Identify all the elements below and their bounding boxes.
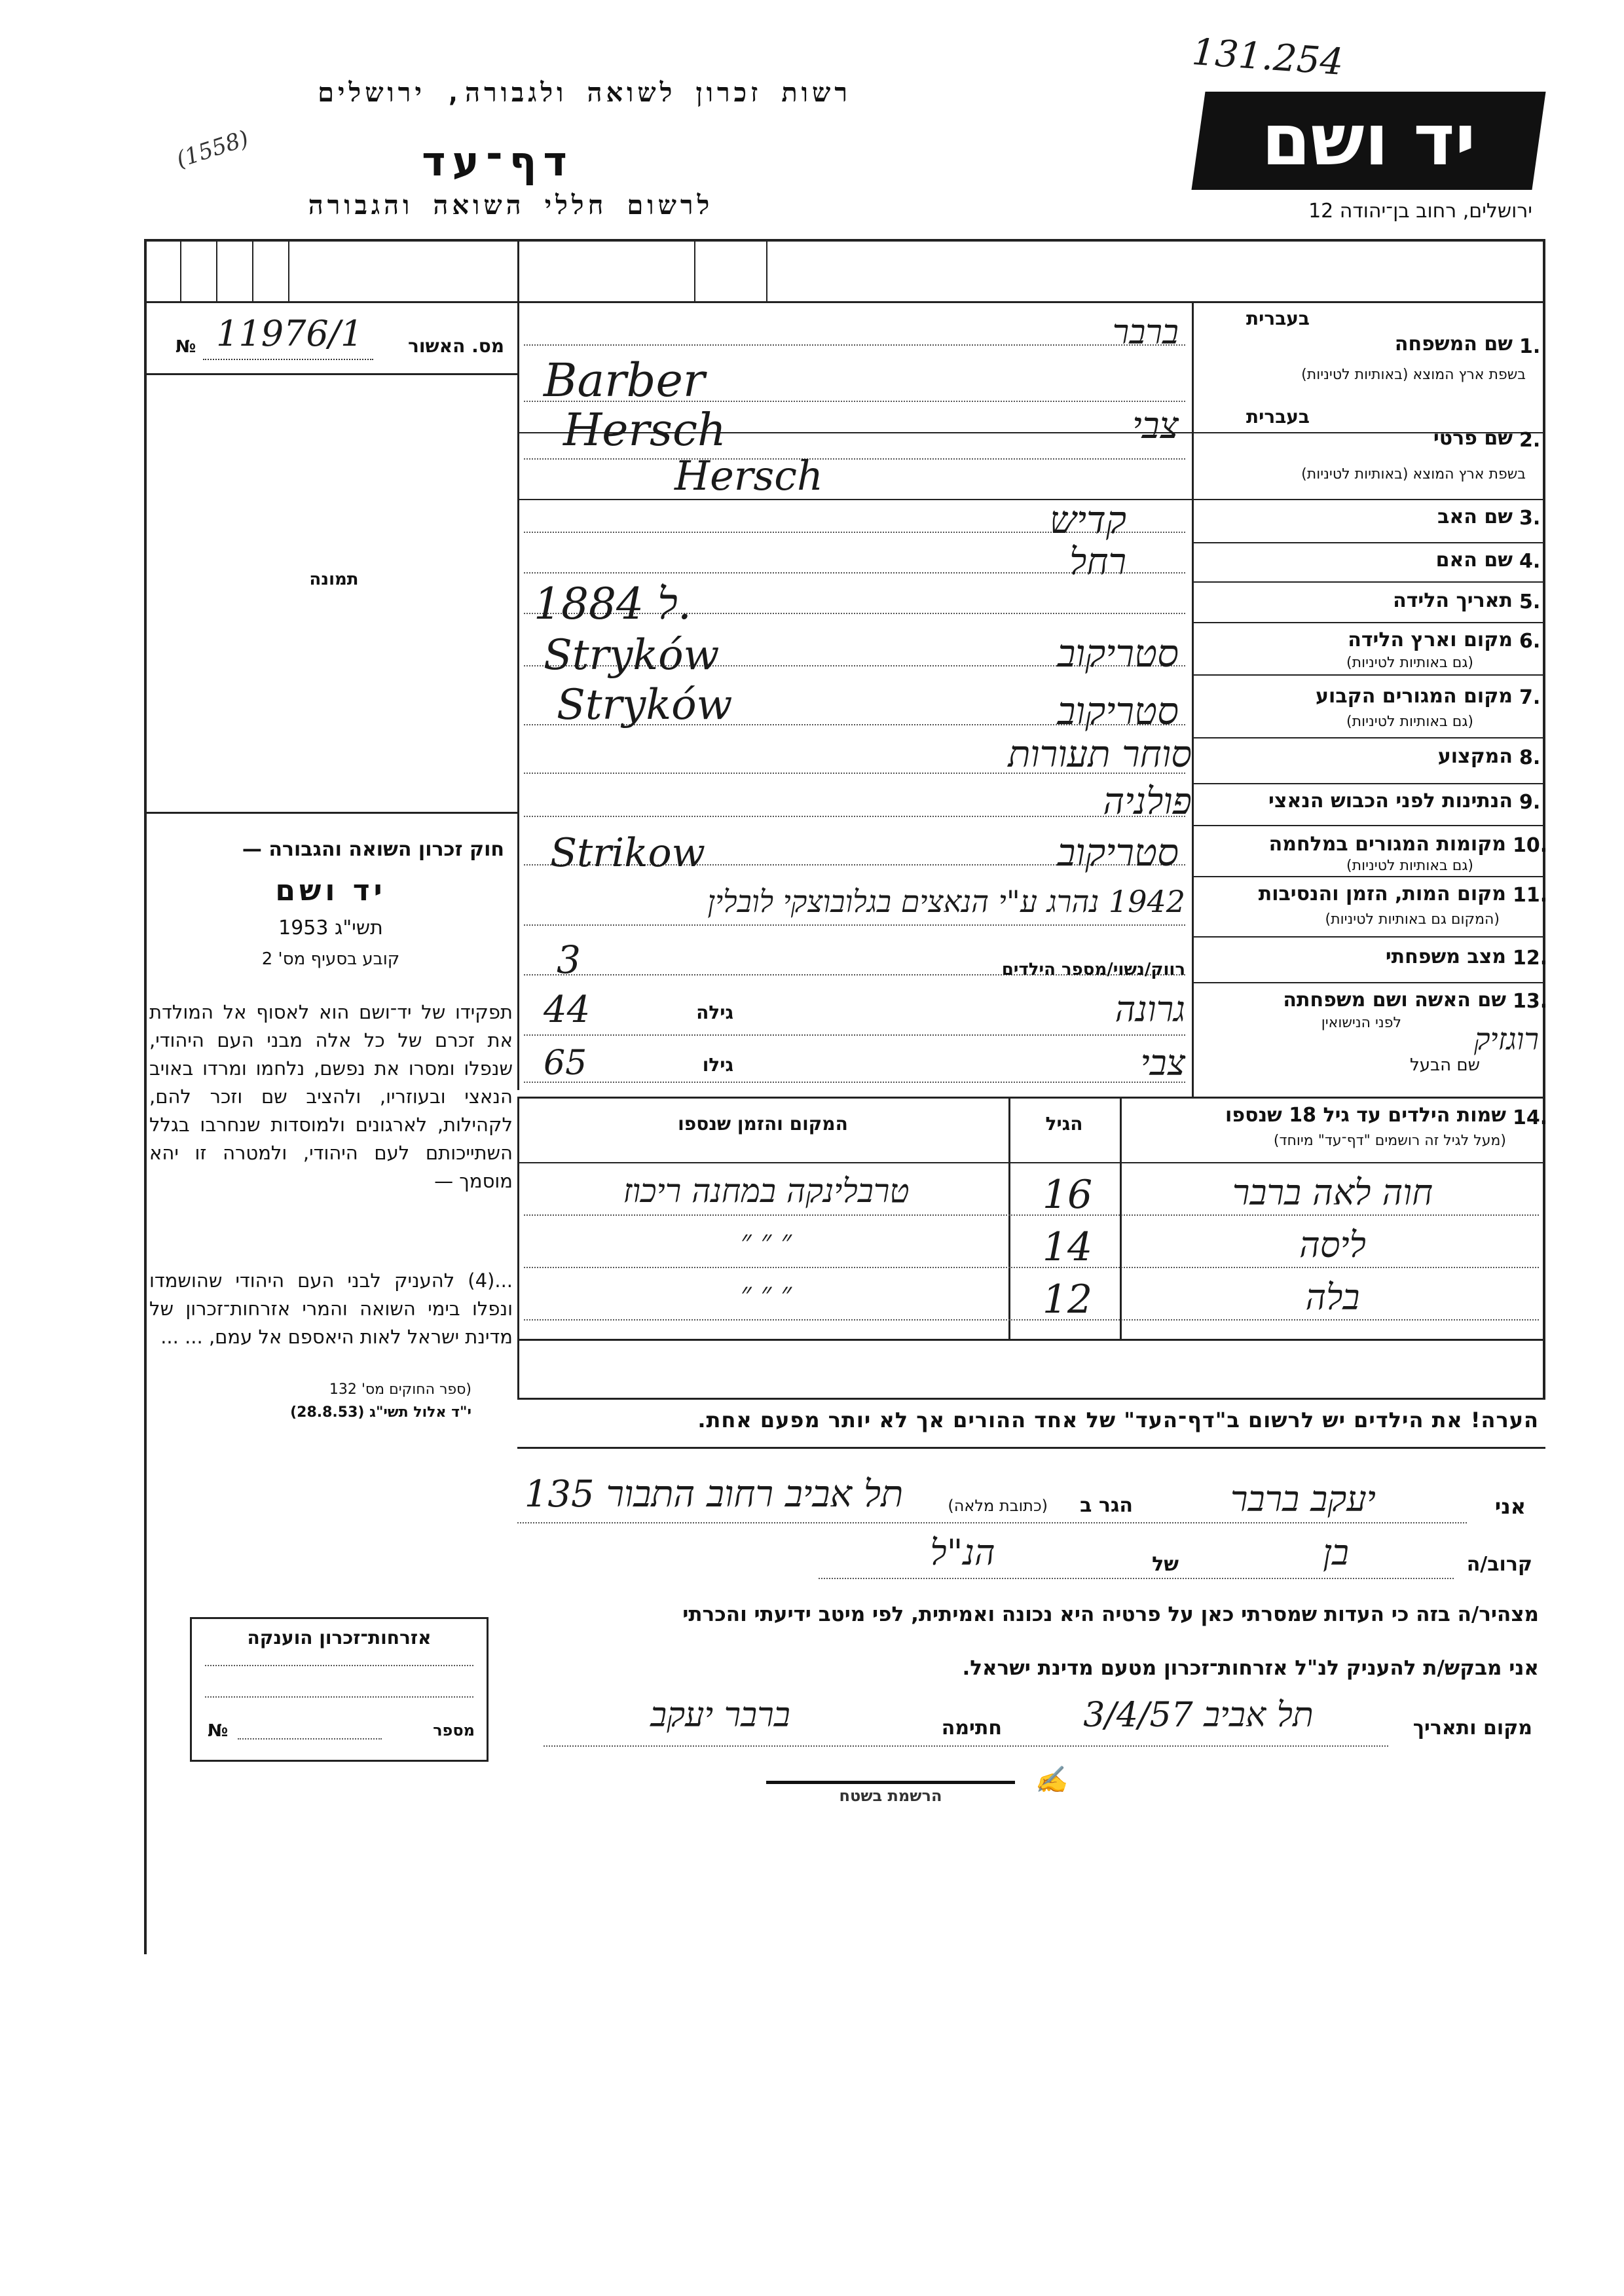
field-10-value-latin: Strikow <box>550 830 705 876</box>
field-12-value: 3 <box>557 938 581 982</box>
field-8-value: סוחר תעורות <box>1008 733 1192 776</box>
field-5-num: 5. <box>1519 591 1541 613</box>
child-place: טרבלינקה במחנה ריכוז <box>623 1172 910 1210</box>
registration-label: מס. האשור <box>408 335 504 357</box>
registration-number: 11976/1 <box>216 313 363 354</box>
decl-name: יעקב ברבר <box>1230 1478 1376 1520</box>
field-6-label: מקום וארץ הלידה <box>1348 629 1513 651</box>
authority-line: רשות זכרון לשואה ולגבורה, ירושלים <box>318 78 851 108</box>
field-13-num: 13. <box>1513 990 1548 1013</box>
field-12-sub: רווק/נשוי/מספר הילדים <box>1001 960 1185 979</box>
law-title: חוק זכרון השואה והגבורה — <box>242 838 504 861</box>
decl-request: אני מבקש/ת להעניק לנ"ל אזרחות־זכרון מטעם מדינת ישראל. <box>962 1656 1539 1680</box>
children-title: שמות הילדים עד גיל 18 שנספו <box>1225 1104 1506 1127</box>
decl-signature-label: חתימה <box>941 1717 1002 1740</box>
field-13-value3: צבי <box>1140 1042 1185 1084</box>
field-11-num: 11. <box>1513 884 1548 907</box>
child-name: חוה לאה ברבר <box>1232 1172 1433 1213</box>
field-11-value: 1942 נהרג ע"י הנאצים בגלובוצקי לובלין <box>707 884 1185 919</box>
field-8-num: 8. <box>1519 746 1541 769</box>
form-title: דף־עד <box>422 137 574 185</box>
field-9-label: הנתינות לפני הכבוש הנאצי <box>1268 790 1513 812</box>
child-place: ״ ״ ״ <box>740 1277 792 1310</box>
decl-place-date-label: מקום ותאריך <box>1412 1717 1532 1740</box>
field-9-num: 9. <box>1519 791 1541 814</box>
decl-address: תל אביב רחוב התבור 135 <box>524 1473 904 1516</box>
field-1-tag: בעברית <box>1246 308 1310 329</box>
logo-text: יד ושם <box>1261 100 1476 181</box>
field-1-value-he: ברבר <box>1112 313 1179 352</box>
yad-vashem-logo <box>1191 92 1545 190</box>
field-2-value-latin-2: Hersch <box>674 452 823 500</box>
field-3-num: 3. <box>1519 507 1541 530</box>
field-2-value-latin: Hersch <box>563 405 726 456</box>
field-4-label: שם האם <box>1435 549 1513 572</box>
field-1-num: 1. <box>1519 335 1541 358</box>
decl-addr-label: הגר ב <box>1080 1494 1133 1517</box>
law-name: יד ושם <box>275 874 386 907</box>
children-col-place: המקום והזמן שנספו <box>678 1113 848 1135</box>
field-5-label: תאריך הלידה <box>1393 589 1513 612</box>
decl-place-date: תל אביב 3/4/57 <box>1083 1696 1314 1735</box>
field-12-label: מצב משפחתי <box>1385 945 1506 968</box>
law-clause: קובע בסעיף מס' 2 <box>261 949 400 969</box>
field-1-sub: בשפת ארץ המוצא (באותיות לטיניות) <box>1301 367 1526 383</box>
field-11-label: מקום המות, הזמן והנסיבות <box>1258 883 1506 905</box>
field-2-label: שם פרטי <box>1433 427 1513 450</box>
field-2-value-he: צבי <box>1132 405 1179 447</box>
field-5-value: 1884 ל. <box>534 579 692 629</box>
field-2-sub: בשפת ארץ המוצא (באותיות לטיניות) <box>1301 466 1526 483</box>
field-1-value-latin: Barber <box>544 354 705 407</box>
field-13-sub2: שם הבעל <box>1409 1055 1480 1075</box>
law-source: (ספר החוקים מס' 132 <box>329 1381 471 1398</box>
field-1-label: שם המשפחה <box>1394 333 1513 355</box>
child-age: 12 <box>1042 1277 1093 1322</box>
decl-of-value: הנ"ל <box>930 1532 995 1573</box>
field-13-age2-label: גילו <box>702 1054 733 1076</box>
field-11-sub: (המקום גם באותיות לטיניות) <box>1325 911 1500 928</box>
field-7-num: 7. <box>1519 686 1541 709</box>
field-10-label: מקומות המגורים במלחמה <box>1268 833 1506 856</box>
field-13-value: גרונה <box>1115 989 1185 1030</box>
field-13-age-value: 44 <box>544 989 591 1031</box>
field-10-sub: (גם באותיות לטיניות) <box>1346 858 1473 874</box>
field-6-num: 6. <box>1519 630 1541 653</box>
child-name: ליסה <box>1299 1224 1366 1266</box>
field-7-value-latin: Stryków <box>557 681 733 729</box>
field-8-label: המקצוע <box>1437 745 1513 768</box>
law-text: תפקידו של יד־ושם הוא לאסוף אל המולדת את זכרם של כל אלה מבני העם היהודי, שנפלו ומסרו את נפשם, נלחמו ומרדו באויב הנאצי ובעוזריו, ולהציב שם וזכר להם, לקהילות, לארגונים ולמוסדות שנחרבו בגלל השתייכותם לעם היהודי, ולמטרה זו יהא מוסמך — <box>149 1001 513 1192</box>
field-2-tag: בעברית <box>1246 406 1310 428</box>
children-num: 14. <box>1513 1106 1548 1129</box>
children-subtitle: (מעל לגיל זה רושמים "דף־עד" מיוחד) <box>1273 1133 1506 1149</box>
field-13-age2-value: 65 <box>544 1044 587 1083</box>
note: הערה! את הילדים יש לרשום ב"דף־העד" של אחד ההורים אך לא יותר מפעם אחת. <box>697 1408 1539 1432</box>
decl-of-label: של <box>1152 1553 1179 1576</box>
certificate-no-symbol: № <box>208 1721 229 1741</box>
field-7-value-he: סטריקוב <box>1057 689 1179 733</box>
child-age: 16 <box>1042 1172 1093 1218</box>
stamp-footer: הרשמת בשטח <box>766 1781 1015 1805</box>
field-3-label: שם האב <box>1437 505 1513 528</box>
decl-relation: בן <box>1323 1532 1349 1573</box>
certificate-number-label: מספר <box>433 1721 475 1740</box>
address: ירושלים, רחוב בן־יהודה 12 <box>1308 200 1532 223</box>
child-name: בלה <box>1305 1277 1360 1318</box>
form-subtitle: לרשום חללי השואה והגבורה <box>308 191 714 221</box>
field-2-num: 2. <box>1519 429 1541 452</box>
child-age: 14 <box>1042 1224 1093 1270</box>
decl-relation-label: קרוב/ה <box>1466 1553 1532 1576</box>
registration-underline <box>203 359 373 360</box>
law-year: תשי"ג 1953 <box>278 917 383 939</box>
field-3-value: קדיש <box>1049 498 1126 542</box>
photo-label: תמונה <box>309 570 359 589</box>
field-4-num: 4. <box>1519 550 1541 573</box>
decl-signature: ברבר יעקב <box>650 1696 790 1735</box>
field-13-age-label: גילה <box>696 1002 733 1023</box>
archive-number: 131.254 <box>1190 31 1345 84</box>
field-6-sub: (גם באותיות לטיניות) <box>1346 655 1473 671</box>
field-13-label: שם האשה ושם משפחתה <box>1283 989 1506 1011</box>
field-10-value-he: סטריקוב <box>1057 830 1179 875</box>
certificate-title: אזרחות־זכרון הוענקה <box>247 1627 432 1649</box>
children-col-age: הגיל <box>1045 1113 1083 1135</box>
registration-no-symbol: № <box>175 337 196 357</box>
certificate-box <box>190 1617 489 1762</box>
decl-addr-hint: (כתובת מלאה) <box>948 1497 1048 1515</box>
child-place: ״ ״ ״ <box>740 1224 792 1258</box>
law-date: י"ד אלול תשי"ג (28.8.53) <box>290 1404 471 1421</box>
field-13-sub: לפני הנישואין <box>1321 1015 1401 1031</box>
field-12-num: 12. <box>1513 947 1548 970</box>
stamp-number: (1558) <box>173 125 252 173</box>
field-13-value2: רוגזיק <box>1473 1021 1539 1057</box>
decl-line1-pre: אני <box>1494 1494 1526 1519</box>
field-9-value: פולניה <box>1103 780 1192 823</box>
field-6-value-he: סטריקוב <box>1057 631 1179 676</box>
field-10-num: 10. <box>1513 834 1548 857</box>
field-4-value: רחל <box>1069 541 1126 583</box>
field-6-value-latin: Stryków <box>544 631 720 680</box>
law-item-4: ...(4) להעניק לבני העם היהודי שהושמדו ונפלו בימי השואה והמרי אזרחות־זכרון של מדינת ישראל לאות היאספם אל עמם, ... ... <box>149 1269 513 1348</box>
field-7-sub: (גם באותיות לטיניות) <box>1346 714 1473 730</box>
decl-statement: מצהיר/ה בזה כי העדות שמסרתי כאן על פרטיה היא נכונה ואמיתית, לפי מיטב ידיעתי והכרתי <box>682 1603 1539 1626</box>
field-7-label: מקום המגורים הקבוע <box>1316 685 1513 708</box>
witness-scribble: ✍ <box>1035 1765 1067 1795</box>
